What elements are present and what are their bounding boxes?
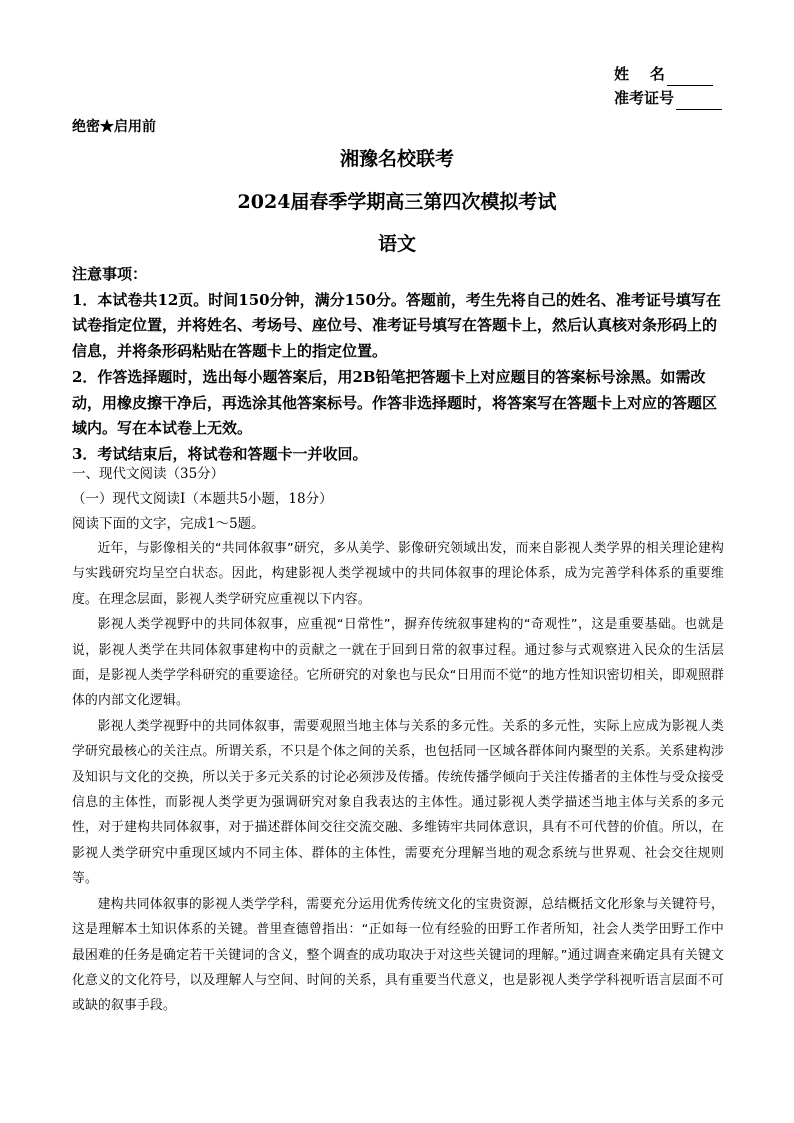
id-label: 准考证号 (613, 89, 674, 107)
name-label: 姓 名 (613, 65, 665, 83)
notes-item: 1．本试卷共12页。时间150分钟，满分150分。答题前，考生先将自己的姓名、准考证号填写在试卷指定位置，并将姓名、考场号、座位号、准考证号填写在答题卡上，然后认真核对条形码上的信息，并将条形码粘贴在答题卡上的指定位置。 (72, 290, 721, 361)
candidate-info (614, 62, 722, 110)
part-title: 一、现代文阅读（35分） (72, 466, 225, 482)
id-blank (676, 92, 722, 110)
name-field (614, 62, 722, 86)
passage-paragraph: 建构共同体叙事的影视人类学学科，需要充分运用优秀传统文化的宝贵资源，总结概括文化形象与关键符号，这是理解本土知识体系的关键。普里查德曾指出：“正如每一位有经验的田野工作者所知，社会人类学田野工作中最困难的任务是确定若干关键词的含义，整个调查的成功取决于对这些关键词的理解。”通过调查来确定具有关键文化意义的文化符号，以及理解人与空间、时间的关系，具有重要当代意义，也是影视人类学学科视听语言层面不可或缺的叙事手段。 (72, 896, 724, 1014)
reading-passage (72, 536, 724, 1019)
passage-paragraph: 影视人类学视野中的共同体叙事，需要观照当地主体与关系的多元性。关系的多元性，实际上应成为影视人类学研究最核心的关注点。所谓关系，不只是个体之间的关系，也包括同一区域各群体间内聚型的关系。关系建构涉及知识与文化的交换，所以关于多元关系的讨论必须涉及传播。传统传播学倾向于关注传播者的主体性与受众接受信息的主体性，而影视人类学更为强调研究对象自我表达的主体性。通过影视人类学描述当地主体与关系的多元性，对于建构共同体叙事，对于描述群体间交往交流交融、多维铸牢共同体意识，具有不可代替的价值。所以，在影视人类学研究中重现区域内不同主体、群体的主体性，需要充分理解当地的观念系统与世界观、社会交往规则等。 (72, 718, 724, 887)
exam-subject: 语文 (377, 233, 416, 255)
section-header (72, 462, 724, 537)
notes-heading: 注意事项： (72, 265, 148, 283)
secret-mark: 绝密★启用前 (72, 119, 156, 135)
name-blank (667, 68, 713, 86)
sub-title: （一）现代文阅读Ⅰ（本题共5小题，18分） (72, 491, 333, 507)
notes-item: 2．作答选择题时，选出每小题答案后，用2B铅笔把答题卡上对应题目的答案标号涂黑。如需改动，用橡皮擦干净后，再选涂其他答案标号。作答非选择题时，将答案写在答题卡上对应的答题区域内。写在本试卷上无效。 (72, 367, 718, 438)
notes-item: 3．考试结束后，将试卷和答题卡一并收回。 (72, 444, 368, 463)
passage-paragraph: 近年，与影像相关的“共同体叙事”研究，多从美学、影像研究领域出发，而来自影视人类学界的相关理论建构与实践研究均呈空白状态。因此，构建影视人类学视域中的共同体叙事的理论体系，成为完善学科体系的重要维度。在理念层面，影视人类学研究应重视以下内容。 (72, 541, 724, 607)
exam-title: 2024届春季学期高三第四次模拟考试 (237, 191, 557, 213)
instruction: 阅读下面的文字，完成1～5题。 (72, 516, 265, 532)
passage-paragraph: 影视人类学视野中的共同体叙事，应重视“日常性”，摒弃传统叙事建构的“奇观性”，这是重要基础。也就是说，影视人类学在共同体叙事建构中的贡献之一就在于回到日常的叙事过程。通过参与式观察进入民众的生活层面，是影视人类学学科研究的重要途径。它所研究的对象也与民众“日用而不觉”的地方性知识密切相关，即观照群体的内部文化逻辑。 (72, 617, 724, 709)
notes (72, 262, 724, 468)
id-field (614, 86, 722, 110)
exam-org: 湘豫名校联考 (339, 148, 454, 170)
